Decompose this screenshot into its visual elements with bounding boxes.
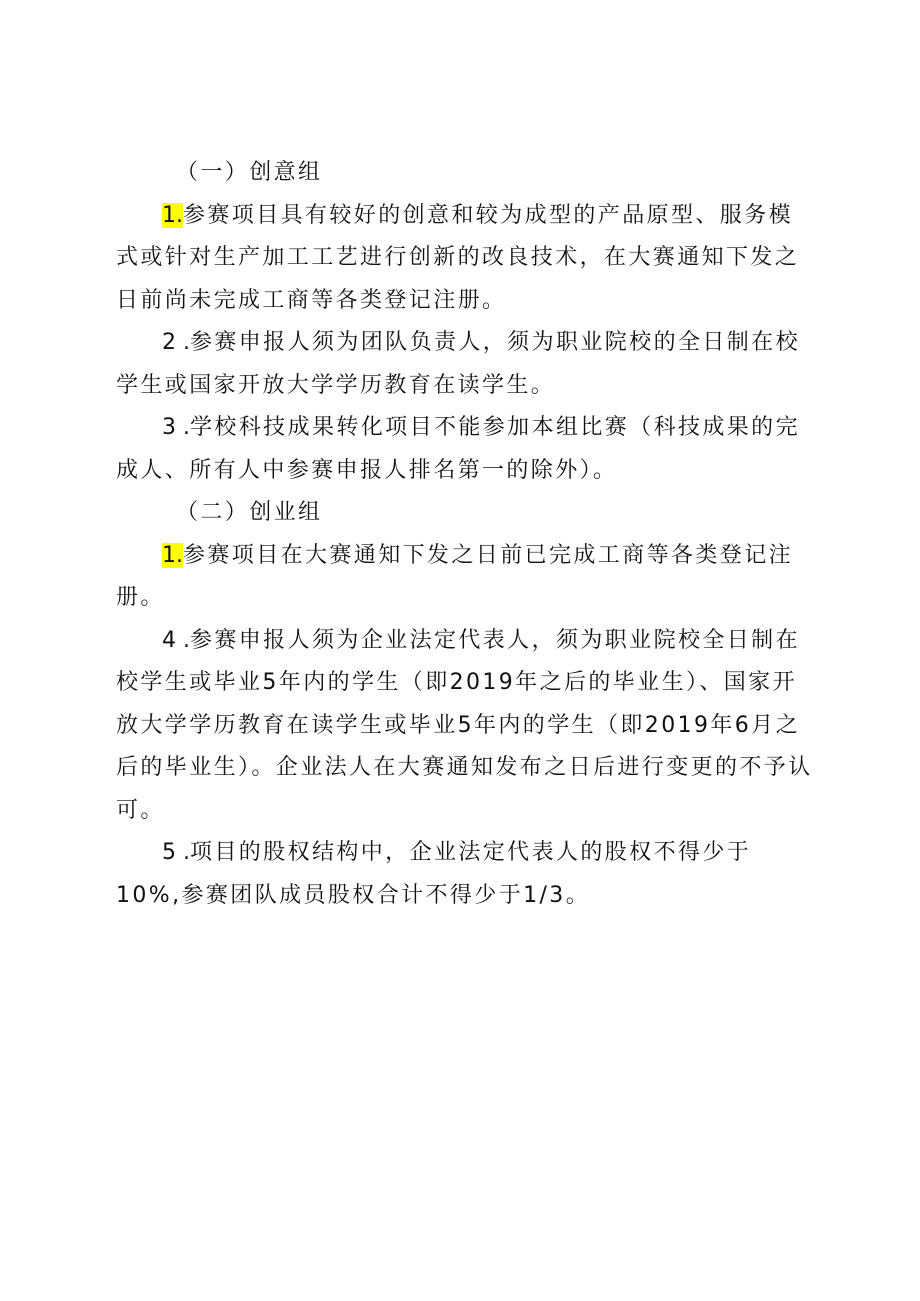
heading-text: （一）创意组 <box>176 160 323 185</box>
paragraph-text: 参赛申报人须为企业法定代表人，须为职业院校全日制在校学生或毕业5年内的学生（即2019年之后的毕业生）、国家开放大学学历教育在读学生或毕业5年内的学生（即2019年6月之后的毕业生）。企业法人在大赛通知发布之日后进行变更的不予认可。 <box>116 627 813 823</box>
paragraph-creative-1 <box>116 195 816 323</box>
section-heading-startup <box>116 492 816 535</box>
document-body <box>116 152 816 917</box>
paragraph-startup-5 <box>116 832 816 917</box>
paragraph-startup-1 <box>116 535 816 620</box>
section-heading-creative <box>116 152 816 195</box>
paragraph-text: 学校科技成果转化项目不能参加本组比赛（科技成果的完成人、所有人中参赛申报人排名第一的除外）。 <box>116 415 800 483</box>
paragraph-text: 项目的股权结构中，企业法定代表人的股权不得少于10%,参赛团队成员股权合计不得少于1/3。 <box>116 840 752 908</box>
item-number: 5 . <box>162 840 190 865</box>
paragraph-startup-4 <box>116 620 816 833</box>
paragraph-text: 参赛项目具有较好的创意和较为成型的产品原型、服务模式或针对生产加工工艺进行创新的改良技术，在大赛通知下发之日前尚未完成工商等各类登记注册。 <box>116 202 800 313</box>
highlighted-number: 1. <box>162 202 183 228</box>
heading-text: （二）创业组 <box>176 500 323 525</box>
paragraph-creative-3 <box>116 407 816 492</box>
item-number: 4 . <box>162 627 190 653</box>
paragraph-text: 参赛项目在大赛通知下发之日前已完成工商等各类登记注册。 <box>116 542 794 610</box>
item-number: 3 . <box>162 415 190 440</box>
highlighted-number: 1. <box>162 542 183 568</box>
item-number: 2 . <box>162 330 190 355</box>
paragraph-creative-2 <box>116 322 816 407</box>
paragraph-text: 参赛申报人须为团队负责人，须为职业院校的全日制在校学生或国家开放大学学历教育在读学生。 <box>116 330 800 398</box>
